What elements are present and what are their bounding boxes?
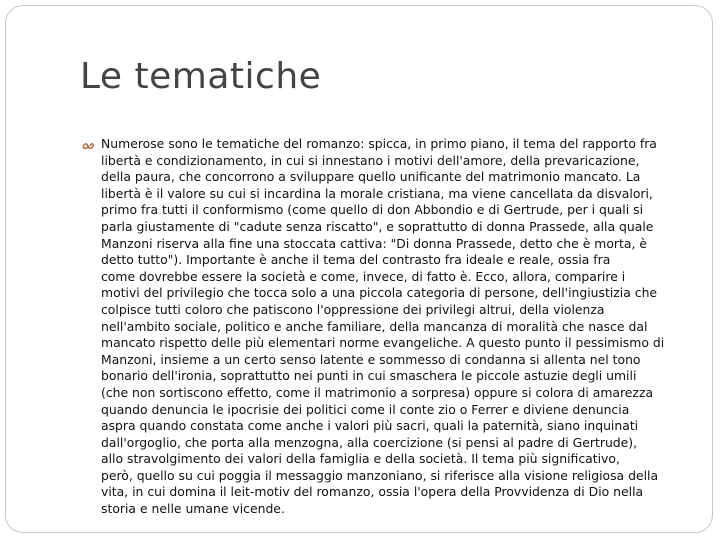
- body-text-line: allo stravolgimento dei valori della famiglia e della società. Il tema più significativo,: [101, 451, 620, 467]
- body-text-line: bonario dell'ironia, soprattutto nei punti in cui smaschera le piccole astuzie degli umili: [101, 368, 637, 384]
- body-text-line: mancato rispetto delle più elementari norme evangeliche. A questo punto il pessimismo di: [101, 335, 665, 351]
- body-text-line: Manzoni, insieme a un certo senso latente e sommesso di condanna si allenta nel tono: [101, 351, 641, 367]
- body-text-line: storia e nelle umane vicende.: [101, 501, 285, 517]
- body-text-line: Manzoni riserva alla fine una stoccata cattiva: "Di donna Prassede, detto che è morta, è: [101, 235, 647, 251]
- slide-title: Le tematiche: [80, 56, 322, 97]
- body-text-line: aspra quando constata come anche i valori più sacri, quali la paternità, siano inquinati: [101, 418, 639, 434]
- body-text-line: colpisce tutti coloro che patiscono l'oppressione dei privilegi altrui, della violenza: [101, 301, 605, 317]
- body-text-line: libertà e condizionamento, in cui si innestano i motivi dell'amore, della prevaricazione,: [101, 152, 640, 168]
- swirl-bullet-icon: [82, 140, 96, 153]
- body-text-line: (che non sortiscono effetto, come il matrimonio a sorpresa) oppure si colora di amarezza: [101, 384, 654, 400]
- body-text-line: come dovrebbe essere la società e come, invece, di fatto è. Ecco, allora, comparire i: [101, 268, 626, 284]
- body-text-line: quando denuncia le ipocrisie dei politici come il conte zio o Ferrer e diviene denuncia: [101, 401, 630, 417]
- body-text-line: libertà è il valore su cui si incardina la morale cristiana, ma viene cancellata da disvalori,: [101, 185, 653, 201]
- body-text-line: della paura, che concorrono a sviluppare quello unificante del matrimonio mancato. La: [101, 169, 641, 185]
- body-text-line: parla giustamente di "cadute senza riscatto", e soprattutto di donna Prassede, alla quale: [101, 218, 654, 234]
- body-text-line: detto tutto"). Importante è anche il tema del contrasto fra ideale e reale, ossia fra: [101, 252, 611, 268]
- body-text-line: però, quello su cui poggia il messaggio manzoniano, si riferisce alla visione religiosa della: [101, 467, 659, 483]
- slide-body-text: [101, 136, 691, 518]
- body-text-line: vita, in cui domina il leit-motiv del romanzo, ossia l'opera della Provvidenza di Dio nella: [101, 484, 644, 500]
- body-text-line: motivi del privilegio che tocca solo a una piccola categoria di persone, dell'ingiustizia che: [101, 285, 658, 301]
- body-text-line: Numerose sono le tematiche del romanzo: spicca, in primo piano, il tema del rapporto fra: [101, 136, 657, 151]
- body-text-line: dall'orgoglio, che porta alla menzogna, alla coercizione (si pensi al padre di Gertrude),: [101, 434, 638, 450]
- body-text-line: nell'ambito sociale, politico e anche familiare, della mancanza di moralità che nasce dal: [101, 318, 648, 334]
- body-text-line: primo fra tutti il conformismo (come quello di don Abbondio e di Gertrude, per i quali si: [101, 202, 644, 218]
